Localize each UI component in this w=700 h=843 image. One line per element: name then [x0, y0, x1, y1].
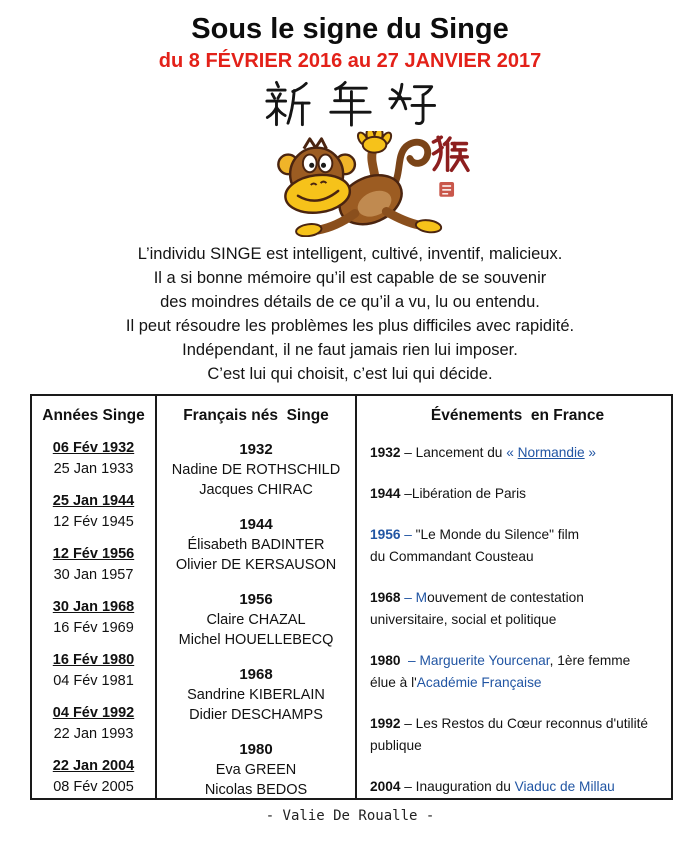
- event-item: [370, 483, 665, 505]
- event-text: du Commandant Cousteau: [370, 549, 534, 564]
- zodiac-table: [30, 394, 673, 800]
- people-column-header: Français nés Singe: [183, 407, 329, 424]
- event-text: –: [400, 527, 416, 542]
- person-name: Jacques CHIRAC: [199, 482, 313, 498]
- years-rows: [32, 438, 155, 798]
- year-end-date: 08 Fév 2005: [53, 779, 134, 795]
- new-year-greeting: [0, 79, 700, 129]
- event-year: 1944: [370, 486, 401, 501]
- years-column-header: Années Singe: [42, 407, 145, 424]
- author-credit: - Valie De Roualle -: [265, 808, 435, 824]
- event-item: [370, 776, 665, 798]
- event-text: publique: [370, 738, 422, 753]
- birth-year: 1968: [239, 666, 273, 683]
- year-start-date: 06 Fév 1932: [52, 440, 135, 456]
- monkey-hand: [356, 131, 393, 153]
- event-text: universitaire, social et politique: [370, 612, 557, 627]
- event-text: ouvement de contestation: [427, 590, 584, 605]
- event-text: élue à l': [370, 675, 417, 690]
- people-groups: [157, 440, 355, 798]
- people-column: [157, 396, 357, 798]
- event-link[interactable]: Normandie: [517, 445, 585, 460]
- year-range-row: [32, 438, 155, 480]
- event-item: [370, 587, 665, 631]
- year-start-date: 12 Fév 1956: [52, 546, 135, 562]
- event-year: 1932: [370, 445, 401, 460]
- person-name: Élisabeth BADINTER: [187, 537, 325, 553]
- event-text: "Le Monde du Silence" film: [415, 527, 580, 542]
- birth-year-group: [157, 665, 355, 725]
- event-text: – Lancement du: [400, 445, 507, 460]
- year-range-row: [32, 703, 155, 745]
- event-item: [370, 650, 665, 694]
- birth-year: 1944: [239, 516, 273, 533]
- year-end-date: 16 Fév 1969: [53, 620, 134, 636]
- year-end-date: 30 Jan 1957: [53, 567, 134, 583]
- year-start-date: 30 Jan 1968: [52, 599, 135, 615]
- year-start-date: 16 Fév 1980: [52, 652, 135, 668]
- monkey-illustration: [0, 131, 700, 237]
- event-year: 2004: [370, 779, 401, 794]
- events-list: [370, 442, 665, 798]
- year-end-date: 04 Fév 1981: [53, 673, 134, 689]
- event-year: 1956: [370, 527, 401, 542]
- event-text: Académie Française: [416, 675, 542, 690]
- intro-line: Il a si bonne mémoire qu’il est capable de se souvenir: [153, 269, 547, 287]
- event-text: Viaduc de Millau: [514, 779, 615, 794]
- event-text: – Inauguration du: [400, 779, 515, 794]
- char-hao-icon: [388, 80, 436, 128]
- year-end-date: 22 Jan 1993: [53, 726, 134, 742]
- birth-year: 1956: [239, 591, 273, 608]
- years-column: [32, 396, 157, 798]
- char-nian-icon: [326, 80, 374, 128]
- birth-year-group: [157, 440, 355, 500]
- intro-line: L’individu SINGE est intelligent, cultivé, inventif, malicieux.: [137, 245, 563, 263]
- year-end-date: 25 Jan 1933: [53, 461, 134, 477]
- event-text: , 1ère femme: [549, 653, 631, 668]
- person-name: Olivier DE KERSAUSON: [175, 557, 337, 573]
- year-start-date: 04 Fév 1992: [52, 705, 135, 721]
- person-name: Claire CHAZAL: [206, 612, 306, 628]
- event-year: 1980: [370, 653, 401, 668]
- event-year: 1968: [370, 590, 401, 605]
- year-range-row: [32, 491, 155, 533]
- year-range-row: [32, 544, 155, 586]
- event-item: [370, 524, 665, 568]
- year-end-date: 12 Fév 1945: [53, 514, 134, 530]
- intro-line: Il peut résoudre les problèmes les plus difficiles avec rapidité.: [125, 317, 575, 335]
- events-column-header: Événements en France: [430, 407, 605, 424]
- event-year: 1992: [370, 716, 401, 731]
- event-text: –Libération de Paris: [400, 486, 526, 501]
- intro-line: C’est lui qui choisit, c’est lui qui décide.: [207, 365, 493, 383]
- page-subtitle: du 8 FÉVRIER 2016 au 27 JANVIER 2017: [158, 50, 542, 72]
- birth-year-group: [157, 590, 355, 650]
- person-name: Michel HOUELLEBECQ: [178, 632, 334, 648]
- event-text: Marguerite Yourcenar: [419, 653, 550, 668]
- year-range-row: [32, 756, 155, 798]
- intro-paragraph: [0, 242, 700, 386]
- event-text: – M: [400, 590, 428, 605]
- events-column: [357, 396, 671, 798]
- person-name: Eva GREEN: [215, 762, 297, 778]
- year-range-row: [32, 650, 155, 692]
- person-name: Didier DESCHAMPS: [189, 707, 323, 723]
- red-seal-stamp: [439, 182, 454, 197]
- page-title: Sous le signe du Singe: [191, 13, 509, 45]
- birth-year-group: [157, 515, 355, 575]
- birth-year: 1932: [239, 441, 273, 458]
- birth-year: 1980: [239, 741, 273, 758]
- page: [0, 10, 700, 843]
- event-text: –: [400, 653, 420, 668]
- birth-year-group: [157, 740, 355, 798]
- year-range-row: [32, 597, 155, 639]
- event-text: «: [506, 445, 518, 460]
- intro-line: Indépendant, il ne faut jamais rien lui imposer.: [182, 341, 518, 359]
- person-name: Nicolas BEDOS: [204, 782, 308, 798]
- year-start-date: 25 Jan 1944: [52, 493, 135, 509]
- event-text: »: [584, 445, 597, 460]
- intro-line: des moindres détails de ce qu’il a vu, lu ou entendu.: [160, 293, 540, 311]
- zodiac-character-hou: [433, 137, 468, 170]
- year-start-date: 22 Jan 2004: [52, 758, 135, 774]
- event-item: [370, 442, 665, 464]
- char-xin-icon: [264, 80, 312, 128]
- event-item: [370, 713, 665, 757]
- person-name: Nadine DE ROTHSCHILD: [171, 462, 341, 478]
- event-text: – Les Restos du Cœur reconnus d'utilité: [400, 716, 649, 731]
- person-name: Sandrine KIBERLAIN: [187, 687, 325, 703]
